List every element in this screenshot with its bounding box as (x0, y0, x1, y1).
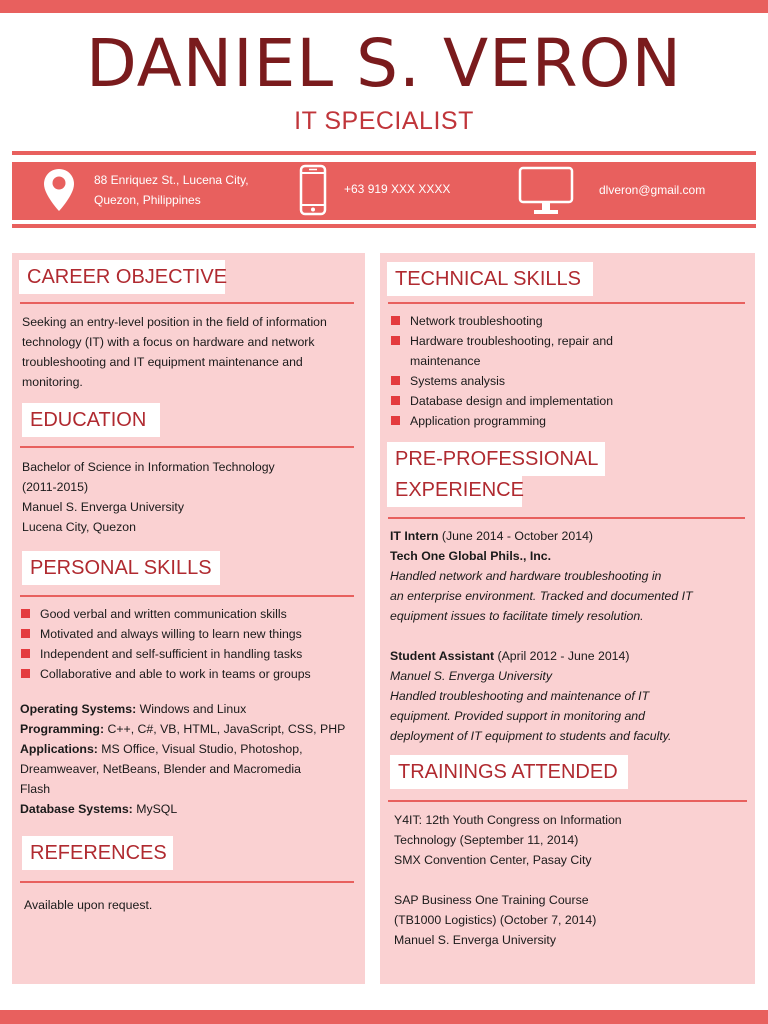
career-objective-rule (20, 302, 354, 304)
resume-name: DANIEL S. VERON (86, 25, 682, 102)
list-item: Good verbal and written communication skills (21, 604, 311, 624)
list-item: Application programming (391, 411, 613, 431)
contact-bottom-line (12, 224, 756, 228)
technical-skills-heading: TECHNICAL SKILLS (387, 262, 593, 296)
trainings-heading: TRAININGS ATTENDED (390, 755, 628, 789)
references-rule (20, 881, 354, 883)
personal-skills-rule (20, 595, 354, 597)
personal-skills-heading: PERSONAL SKILLS (22, 551, 220, 585)
mobile-phone-icon (299, 164, 327, 216)
training-y4it: Y4IT: 12th Youth Congress on Information Technology (September 11, 2014) SMX Convention Center, Pasay City (394, 813, 622, 867)
experience-heading-line-2: EXPERIENCE (387, 473, 522, 507)
job-intern: IT Intern (June 2014 - October 2014) Tech One Global Phils., Inc. Handled network and hardware troubleshooting in an enterprise environment. Tracked and documented IT equipment issues to facilitate timely resolution. (390, 529, 693, 623)
phone-number: +63 919 XXX XXXX (344, 182, 451, 196)
list-item-continuation: maintenance (410, 354, 481, 368)
list-item: Hardware troubleshooting, repair and (391, 331, 613, 351)
list-item: Independent and self-sufficient in handling tasks (21, 644, 311, 664)
technical-skills-rule (388, 302, 745, 304)
career-objective-text: Seeking an entry-level position in the field of information technology (IT) with a focus on hardware and network troubleshooting and IT equipment maintenance and monitoring. (22, 315, 327, 389)
list-item: Motivated and always willing to learn new things (21, 624, 311, 644)
experience-rule (388, 517, 745, 519)
list-item: Collaborative and able to work in teams or groups (21, 664, 311, 684)
career-objective-heading: CAREER OBJECTIVE (19, 260, 225, 294)
job-title: IT SPECIALIST (294, 107, 474, 135)
skills-details: Operating Systems: Windows and Linux Programming: C++, C#, VB, HTML, JavaScript, CSS, PHP Applications: MS Office, Visual Studio, Photoshop, Dreamweaver, NetBeans, Blender and Macromedia Flash Database Systems: MySQL (20, 702, 346, 816)
email-address: dlveron@gmail.com (599, 183, 706, 197)
list-item: Network troubleshooting (391, 311, 613, 331)
contact-top-line (12, 151, 756, 155)
list-item: Database design and implementation (391, 391, 613, 411)
education-rule (20, 446, 354, 448)
personal-skills-list (21, 604, 311, 684)
list-item: Systems analysis (391, 371, 613, 391)
experience-heading-line-1: PRE-PROFESSIONAL (387, 442, 605, 476)
bottom-accent-bar (0, 1010, 768, 1024)
top-accent-bar (0, 0, 768, 13)
address-line-2: Quezon, Philippines (94, 193, 201, 207)
training-sap: SAP Business One Training Course (TB1000 Logistics) (October 7, 2014) Manuel S. Enverga University (394, 893, 597, 947)
job-student-assistant: Student Assistant (April 2012 - June 2014) Manuel S. Enverga University Handled troubleshooting and maintenance of IT equipment. Provided support in monitoring and deployment of IT equipment to students and faculty. (390, 649, 672, 743)
location-pin-icon (42, 167, 76, 213)
education-text: Bachelor of Science in Information Technology (2011-2015) Manuel S. Enverga University Lucena City, Quezon (22, 460, 275, 534)
education-heading: EDUCATION (22, 403, 160, 437)
trainings-rule (388, 800, 747, 802)
references-text: Available upon request. (24, 898, 153, 912)
references-heading: REFERENCES (22, 836, 173, 870)
address-line-1: 88 Enriquez St., Lucena City, (94, 173, 249, 187)
technical-skills-list (391, 311, 613, 431)
monitor-icon (518, 166, 574, 218)
